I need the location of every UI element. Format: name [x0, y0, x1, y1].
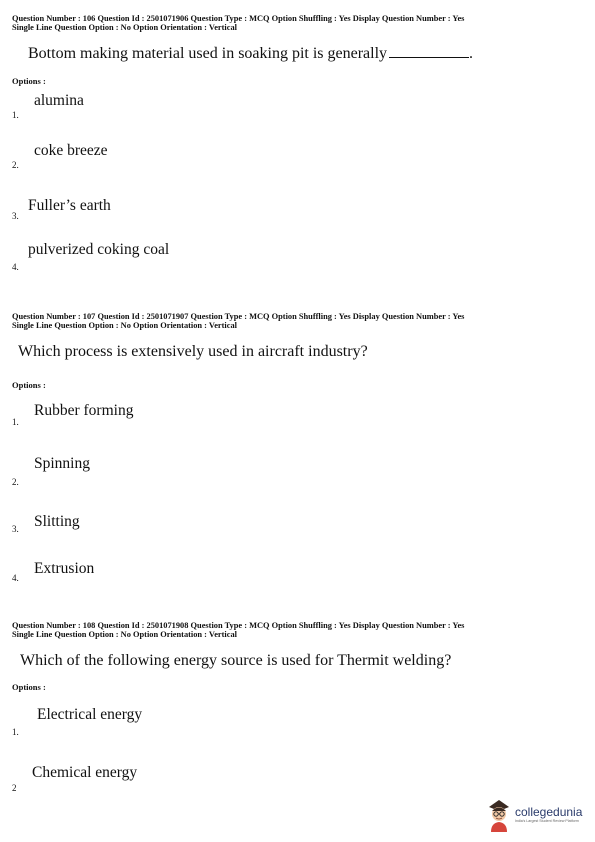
option-number: 1. — [12, 417, 19, 427]
option-number: 2 — [12, 783, 17, 793]
end-punctuation: . — [469, 45, 474, 62]
option-106-2[interactable]: coke breeze — [34, 142, 108, 159]
option-106-1[interactable]: alumina — [34, 92, 84, 109]
options-label: Options : — [12, 380, 46, 390]
option-107-3[interactable]: Slitting — [34, 513, 80, 530]
option-number: 3. — [12, 211, 19, 221]
option-number: 2. — [12, 160, 19, 170]
meta-line-2: Single Line Question Option : No Option Orientation : Vertical — [12, 321, 237, 330]
question-108-text: Which of the following energy source is used for Thermit welding? — [20, 652, 452, 669]
meta-line-1: Question Number : 107 Question Id : 2501071907 Question Type : MCQ Option Shuffling : Yes Display Question Number : Yes — [12, 312, 465, 321]
logo-tagline: India's Largest Student Review Platform — [515, 819, 579, 823]
option-108-1[interactable]: Electrical energy — [37, 706, 143, 723]
question-108-meta — [12, 621, 587, 639]
option-number: 3. — [12, 524, 19, 534]
meta-line-1: Question Number : 108 Question Id : 2501071908 Question Type : MCQ Option Shuffling : Yes Display Question Number : Yes — [12, 621, 465, 630]
question-text: Bottom making material used in soaking pit is generally — [28, 45, 388, 62]
logo-wordmark: collegedunia — [515, 805, 583, 819]
option-number: 4. — [12, 573, 19, 583]
answer-blank — [389, 44, 469, 58]
meta-line-2: Single Line Question Option : No Option Orientation : Vertical — [12, 23, 237, 32]
option-107-1[interactable]: Rubber forming — [34, 402, 134, 419]
option-106-4[interactable]: pulverized coking coal — [28, 241, 170, 258]
option-number: 1. — [12, 110, 19, 120]
option-107-4[interactable]: Extrusion — [34, 560, 95, 577]
option-number: 1. — [12, 727, 19, 737]
option-number: 2. — [12, 477, 19, 487]
collegedunia-logo[interactable] — [486, 796, 592, 834]
meta-line-1: Question Number : 106 Question Id : 2501071906 Question Type : MCQ Option Shuffling : Yes Display Question Number : Yes — [12, 14, 465, 23]
question-106-meta — [12, 14, 587, 32]
options-label: Options : — [12, 76, 46, 86]
option-108-2[interactable]: Chemical energy — [32, 764, 138, 781]
option-106-3[interactable]: Fuller’s earth — [28, 197, 111, 214]
question-107-text: Which process is extensively used in aircraft industry? — [18, 343, 368, 360]
question-107-meta — [12, 312, 587, 330]
question-106-text — [28, 44, 473, 63]
option-number: 4. — [12, 262, 19, 272]
options-label: Options : — [12, 682, 46, 692]
meta-line-2: Single Line Question Option : No Option Orientation : Vertical — [12, 630, 237, 639]
student-mascot-icon — [486, 798, 512, 832]
option-107-2[interactable]: Spinning — [34, 455, 90, 472]
